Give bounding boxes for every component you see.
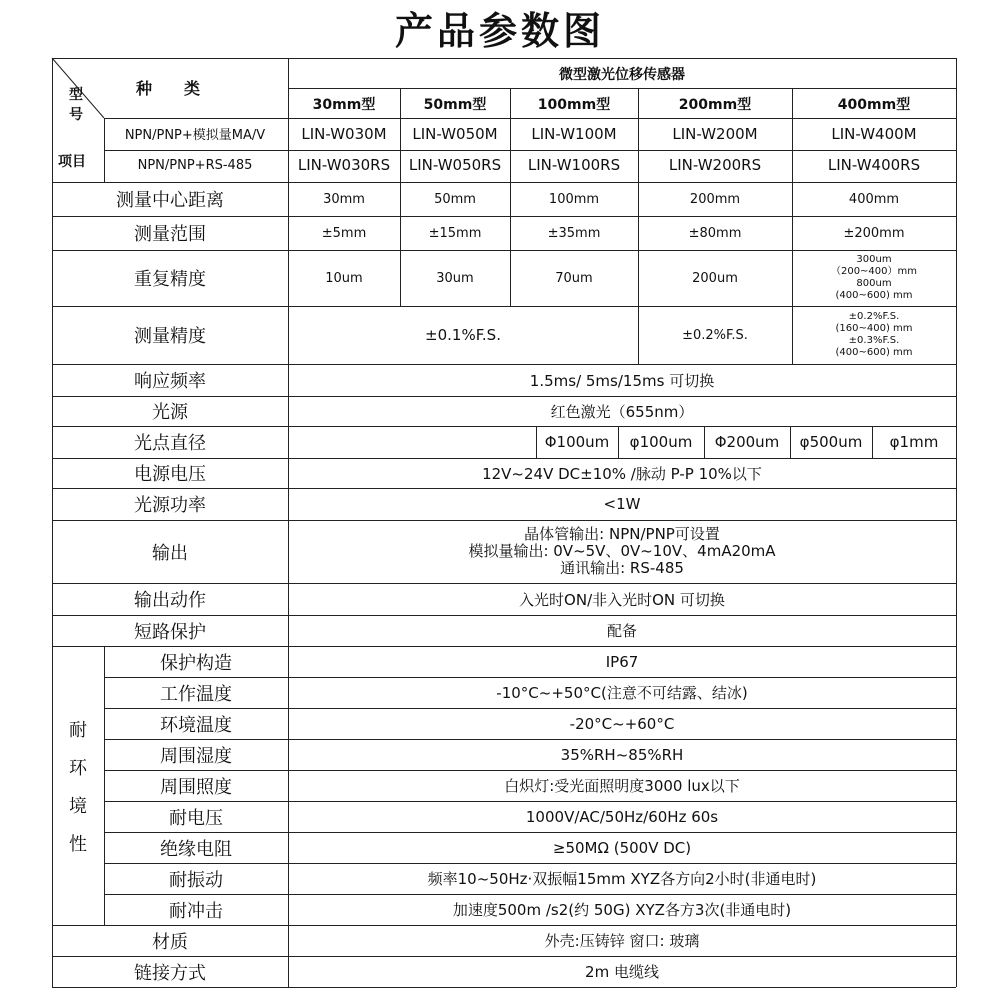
table-vline [288, 58, 289, 987]
table-hline [52, 488, 956, 489]
env-value: -10°C~+50°C(注意不可结露、结冰) [496, 684, 748, 702]
header-category: 微型激光位移传感器 [559, 67, 685, 83]
range-cell: ±35mm [547, 225, 601, 241]
table-hline [104, 150, 956, 151]
header-zhonglei: 种 类 [135, 78, 200, 98]
accuracy-cell-2: ±0.2%F.S. [682, 327, 748, 343]
center-distance-cell: 50mm [434, 191, 476, 207]
table-hline [104, 118, 956, 119]
repeat-400-cell-line: 800um [856, 278, 892, 289]
repeat-400-cell-line: (400~600) mm [835, 290, 913, 301]
env-label: 耐冲击 [169, 900, 223, 922]
table-vline [638, 88, 639, 306]
connection-value: 2m 电缆线 [585, 963, 659, 981]
spot-cell: φ1mm [889, 433, 939, 451]
table-vline [400, 88, 401, 306]
center-distance-cell: 200mm [689, 191, 741, 207]
table-vline [790, 426, 791, 458]
table-vline [704, 426, 705, 458]
table-vline [104, 118, 105, 182]
env-label: 绝缘电阻 [160, 838, 232, 860]
table-vline [536, 426, 537, 458]
label-short-protect: 短路保护 [134, 621, 206, 643]
rs-model-cell: LIN-W400RS [827, 156, 921, 174]
model-header: 100mm型 [537, 97, 611, 113]
env-value: -20°C~+60°C [569, 714, 675, 733]
label-repeat: 重复精度 [134, 269, 206, 290]
env-side-char: 境 [69, 795, 87, 817]
table-hline [288, 88, 956, 89]
analog-model-cell: LIN-W400M [831, 125, 917, 143]
row-rs-label: NPN/PNP+RS-485 [137, 157, 253, 173]
repeat-cell: 10um [325, 270, 363, 286]
table-hline [52, 458, 956, 459]
table-hline [52, 250, 956, 251]
analog-model-cell: LIN-W100M [531, 125, 617, 143]
accuracy-400-cell-line: (160~400) mm [835, 323, 913, 334]
table-vline [104, 646, 105, 925]
table-hline [52, 520, 956, 521]
model-header: 50mm型 [423, 97, 487, 113]
light-source-value: 红色激光（655nm） [550, 402, 694, 421]
header-xiangmu: 项目 [58, 154, 86, 170]
short-protect-value: 配备 [606, 622, 637, 640]
accuracy-400-cell [792, 306, 956, 364]
env-value: 白炽灯:受光面照明度3000 lux以下 [504, 777, 740, 795]
rs-model-cell: LIN-W030RS [297, 156, 391, 174]
analog-model-cell: LIN-W200M [672, 125, 758, 143]
header-hao: 号 [69, 107, 83, 123]
table-hline [52, 583, 956, 584]
range-cell: ±200mm [843, 225, 905, 241]
env-side-char: 性 [69, 833, 87, 855]
table-hline [104, 708, 956, 709]
label-output-action: 输出动作 [134, 590, 206, 611]
analog-model-cell: LIN-W030M [301, 125, 387, 143]
table-hline [104, 739, 956, 740]
table-hline [104, 863, 956, 864]
repeat-400-cell-line: （200~400）mm [830, 266, 918, 277]
output-action-value: 入光时ON/非入光时ON 可切换 [519, 590, 725, 609]
env-value: 加速度500m /s2(约 50G) XYZ各方3次(非通电时) [452, 901, 792, 919]
repeat-400-cell-line: 300um [856, 254, 892, 265]
env-side-char: 环 [69, 757, 87, 779]
env-label: 耐振动 [169, 869, 223, 891]
label-center-distance: 测量中心距离 [116, 190, 224, 211]
output-value-line: 通讯输出: RS-485 [560, 559, 684, 577]
accuracy-400-cell-line: ±0.3%F.S. [848, 335, 900, 346]
row-analog-label: NPN/PNP+模拟量MA/V [124, 127, 266, 143]
env-side-char: 耐 [69, 719, 87, 741]
label-output: 输出 [152, 542, 188, 564]
label-light-source: 光源 [152, 402, 188, 423]
label-response: 响应频率 [134, 371, 206, 392]
table-hline [52, 182, 956, 183]
output-value [288, 520, 956, 583]
env-side-label [52, 646, 104, 925]
accuracy-cell-1: ±0.1%F.S. [425, 326, 501, 344]
table-hline [104, 801, 956, 802]
env-value: ≥50MΩ (500V DC) [552, 838, 692, 857]
table-bottom [52, 987, 956, 988]
table-hline [52, 364, 956, 365]
table-hline [104, 894, 956, 895]
center-distance-cell: 30mm [323, 191, 365, 207]
repeat-400-cell [792, 250, 956, 306]
table-hline [52, 925, 956, 926]
env-label: 耐电压 [169, 807, 223, 829]
table-hline [52, 426, 956, 427]
label-range: 测量范围 [134, 224, 206, 245]
table-hline [52, 615, 956, 616]
table-vline [510, 88, 511, 306]
spot-cell: Φ200um [714, 433, 780, 451]
table-hline [52, 216, 956, 217]
model-header: 30mm型 [312, 97, 376, 113]
range-cell: ±80mm [688, 225, 742, 241]
model-header: 400mm型 [837, 97, 911, 113]
repeat-cell: 30um [436, 270, 474, 286]
table-vline [618, 426, 619, 458]
env-value: 1000V/AC/50Hz/60Hz 60s [525, 807, 719, 826]
table-hline [52, 306, 956, 307]
material-value: 外壳:压铸锌 窗口: 玻璃 [544, 932, 700, 950]
table-left [52, 58, 53, 987]
output-value-line: 模拟量输出: 0V~5V、0V~10V、4mA20mA [468, 542, 776, 560]
env-value: 35%RH~85%RH [560, 745, 684, 764]
table-hline [104, 832, 956, 833]
power-value: <1W [603, 495, 641, 513]
table-hline [52, 646, 956, 647]
label-voltage: 电源电压 [134, 464, 206, 485]
output-value-line: 晶体管输出: NPN/PNP可设置 [524, 525, 720, 543]
label-accuracy: 测量精度 [134, 326, 206, 347]
table-right [956, 58, 957, 987]
env-label: 环境温度 [160, 714, 232, 736]
env-value: 频率10~50Hz·双振幅15mm XYZ各方向2小时(非通电时) [427, 870, 817, 888]
rs-model-cell: LIN-W050RS [408, 156, 502, 174]
rs-model-cell: LIN-W100RS [527, 156, 621, 174]
env-label: 周围照度 [160, 776, 232, 798]
table-vline [638, 306, 639, 364]
model-header: 200mm型 [678, 97, 752, 113]
spot-cell: φ500um [799, 433, 863, 451]
header-xing: 型 [69, 87, 83, 103]
env-value: IP67 [605, 652, 639, 671]
label-power: 光源功率 [134, 495, 206, 516]
voltage-value: 12V~24V DC±10% /脉动 P-P 10%以下 [482, 464, 762, 483]
response-value: 1.5ms/ 5ms/15ms 可切换 [529, 371, 715, 390]
center-distance-cell: 100mm [548, 191, 600, 207]
table-hline [52, 396, 956, 397]
accuracy-400-cell-line: (400~600) mm [835, 347, 913, 358]
env-label: 保护构造 [160, 652, 232, 674]
table-hline [104, 677, 956, 678]
analog-model-cell: LIN-W050M [412, 125, 498, 143]
env-label: 工作温度 [160, 683, 232, 705]
table-top [52, 58, 956, 59]
table-hline [52, 956, 956, 957]
table-hline [104, 770, 956, 771]
table-vline [792, 88, 793, 306]
accuracy-400-cell-line: ±0.2%F.S. [848, 311, 900, 322]
repeat-cell: 70um [555, 270, 593, 286]
env-label: 周围湿度 [160, 745, 232, 767]
center-distance-cell: 400mm [848, 191, 900, 207]
label-material: 材质 [152, 931, 188, 953]
rs-model-cell: LIN-W200RS [668, 156, 762, 174]
spot-cell: Φ100um [544, 433, 610, 451]
table-vline [872, 426, 873, 458]
label-spot: 光点直径 [134, 433, 206, 454]
table-vline [792, 306, 793, 364]
label-connection: 链接方式 [134, 962, 206, 984]
range-cell: ±15mm [428, 225, 482, 241]
spot-cell: φ100um [629, 433, 693, 451]
repeat-cell: 200um [692, 270, 738, 286]
range-cell: ±5mm [321, 225, 367, 241]
page-title: 产品参数图 [394, 9, 605, 53]
